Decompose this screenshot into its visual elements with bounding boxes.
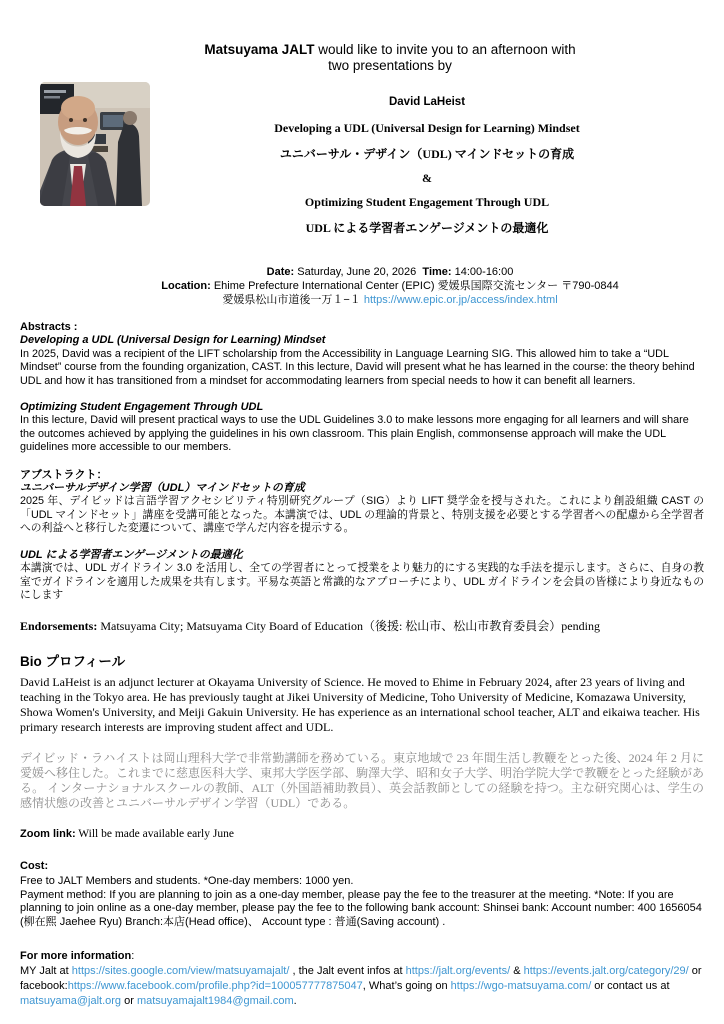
time-label: Time: (422, 266, 452, 278)
abstracts-ja-heading: アブストラクト： (20, 468, 108, 481)
wgo-matsuyama-link[interactable]: https://wgo-matsuyama.com/ (450, 980, 592, 993)
bio-heading: Bio プロフィール (20, 654, 126, 670)
address-value: 愛媛県松山市道後一万１−１ (222, 294, 361, 306)
header-row (0, 82, 724, 245)
location-label: Location: (161, 280, 211, 292)
talk1-abstract-body-en: In 2025, David was a recipient of the LIFT scholarship from the Accessibility in Language Learning SIG. This allowed him to take a “UDL Mindset” course from the founding organization, CAST. In this lecture, David will present what he has learned in the course: the theory behind UDL and how it has transitioned from a mindset for accommodating learners from special needs to how it can benefit all learners. (20, 347, 695, 387)
ampersand: & (422, 171, 432, 185)
cost-payment: Payment method: If you are planning to join as a one-day member, please pay the fee to the treasurer at the meeting. *Note: If you are planning to join online as a one-day member, please pay the fee to the following bank account: Shinsei bank: Account number: 400 1656054 (柳在熙 Jaehee Ryu) Branch:本店(Head office)、 Account type : 普通(Saving account) . (20, 888, 702, 928)
event-location-line (56, 279, 724, 293)
bio-text-ja: デイビッド・ラハイストは岡山理科大学で非常勤講師を務めている。東京地域で 23 年間生活し教鞭をとった後、2024 年 2 月に愛媛へ移住した。これまでに慈恵医科大学、東邦大学医学部、駒澤大学、昭和女子大学、明治学院大学で教鞭をとった経験がある。 インターナショナルスクールの教師、ALT（外国語補助教員）、英会話教師としての経験を持つ。主な研究関心は、学生の感情状態の改善とユニバーサルデザイン学習（UDL）である。 (20, 751, 704, 811)
facebook-link[interactable]: https://www.facebook.com/profile.php?id=100057777875047 (67, 980, 363, 993)
info-text: . (293, 995, 297, 1008)
epic-access-link[interactable]: https://www.epic.or.jp/access/index.html (363, 294, 558, 306)
cost-heading: Cost: (20, 860, 49, 873)
event-details (56, 265, 724, 307)
zoom-link-label: Zoom link: (20, 828, 76, 841)
endorsements-line (20, 617, 704, 634)
my-jalt-link[interactable]: https://sites.google.com/view/matsuyamajalt/ (71, 965, 290, 978)
invite-text: would like to invite you to an afternoon with (314, 42, 576, 57)
talk2-abstract-title-ja: UDL による学習者エンゲージメントの最適化 (20, 548, 243, 561)
abstracts-en-heading: Abstracts : (20, 321, 78, 333)
info-text: , the Jalt event infos at (289, 965, 406, 978)
talk2-title-ja: UDL による学習者エンゲージメントの最適化 (305, 221, 549, 235)
bio-text-en: David LaHeist is an adjunct lecturer at Okayama University of Science. He moved to Ehime in February 2024, after 23 years of living and teaching in the Tokyo area. He has previously taught at Jikei University of Medicine, Toho University of Medicine, Komazawa University, Showa Women's University, and Meiji Gakuin University. He has experience as an international school teacher, ALT and eikaiwa teacher. His primary research interests are improving student affect and UDL. (20, 675, 700, 735)
date-label: Date: (266, 266, 295, 278)
abstracts-en-section (20, 321, 704, 455)
abstracts-ja-section (20, 469, 704, 603)
more-info-colon: : (131, 950, 135, 963)
presentation-titles (150, 82, 704, 245)
more-info-heading: For more information (20, 950, 132, 963)
invite-heading (56, 0, 724, 74)
cost-section (20, 860, 704, 929)
info-text: or (121, 995, 137, 1008)
info-text: or contact us at (591, 980, 670, 993)
invite-line2: two presentations by (328, 58, 452, 73)
zoom-link-line (20, 828, 704, 840)
talk1-title-ja: ユニバーサル・デザイン（UDL) マインドセットの育成 (279, 147, 575, 161)
talk1-abstract-title-ja: ユニバーサルデザイン学習（UDL）マインドセットの育成 (20, 482, 305, 495)
talk1-title-en: Developing a UDL (Universal Design for Learning) Mindset (274, 121, 580, 135)
more-info-section (20, 949, 704, 1009)
info-text: & (510, 965, 524, 978)
more-info-heading-line (20, 949, 704, 964)
date-value: Saturday, June 20, 2026 (297, 266, 417, 278)
location-value: Ehime Prefecture International Center (EPIC) 愛媛県国際交流センター 〒790-0844 (213, 280, 619, 292)
org-name: Matsuyama JALT (204, 42, 315, 57)
endorsements-text: Matsuyama City; Matsuyama City Board of Education（後援: 松山市、松山市教育委員会）pending (97, 619, 600, 634)
more-info-links (20, 964, 704, 1009)
gmail-email-link[interactable]: matsuyamajalt1984@gmail.com (136, 995, 294, 1008)
event-address-line (56, 293, 724, 307)
talk2-abstract-body-ja: 本講演では、UDL ガイドライン 3.0 を活用し、全ての学習者にとって授業をより魅力的にする実践的な手法を提示します。さらに、自身の教室でガイドラインを適用した成果を共有します。平易な英語と常識的なアプローチにより、UDL ガイドラインを会員の皆様により身近なものにします (20, 562, 704, 601)
info-text: MY Jalt at (20, 965, 72, 978)
talk1-abstract-title-en: Developing a UDL (Universal Design for Learning) Mindset (20, 334, 326, 347)
time-value: 14:00-16:00 (454, 266, 514, 278)
info-text: , What’s going on (362, 980, 451, 993)
talk1-abstract-body-ja: 2025 年、デイビッドは言語学習アクセシビリティ特別研究グループ（SIG）より LIFT 奨学金を授与された。これにより創設組織 CAST の「UDL マインドセット」講座を受講可能となった。本講演では、UDL の理論的背景と、特別支援を必要とする学習者への配慮から全学習者への利益へと移行した変遷について、講座で学んだ内容を提示する。 (20, 495, 704, 535)
info-text: or facebook: (20, 965, 702, 993)
matsuyama-email-link[interactable]: matsuyama@jalt.org (20, 995, 122, 1008)
event-date-line (56, 265, 724, 279)
talk2-abstract-body-en: In this lecture, David will present practical ways to use the UDL Guidelines 3.0 to make lessons more engaging for all learners and will share the outcomes achieved by applying the guidelines in his own classroom. This plain English, commonsense approach will make the UDL guidelines more accessible to our members. (20, 414, 689, 454)
jalt-events-link[interactable]: https://jalt.org/events/ (405, 965, 511, 978)
endorsements-label: Endorsements: (20, 619, 98, 634)
speaker-name: David LaHeist (388, 96, 466, 108)
talk2-abstract-title-en: Optimizing Student Engagement Through UDL (20, 401, 264, 414)
cost-line1: Free to JALT Members and students. *One-day members: 1000 yen. (20, 874, 354, 887)
speaker-photo (40, 82, 150, 206)
zoom-link-value: Will be made available early June (75, 828, 234, 841)
jalt-events-category-link[interactable]: https://events.jalt.org/category/29/ (523, 965, 689, 978)
talk2-title-en: Optimizing Student Engagement Through UDL (304, 195, 550, 209)
speaker-photo-image (40, 82, 150, 206)
